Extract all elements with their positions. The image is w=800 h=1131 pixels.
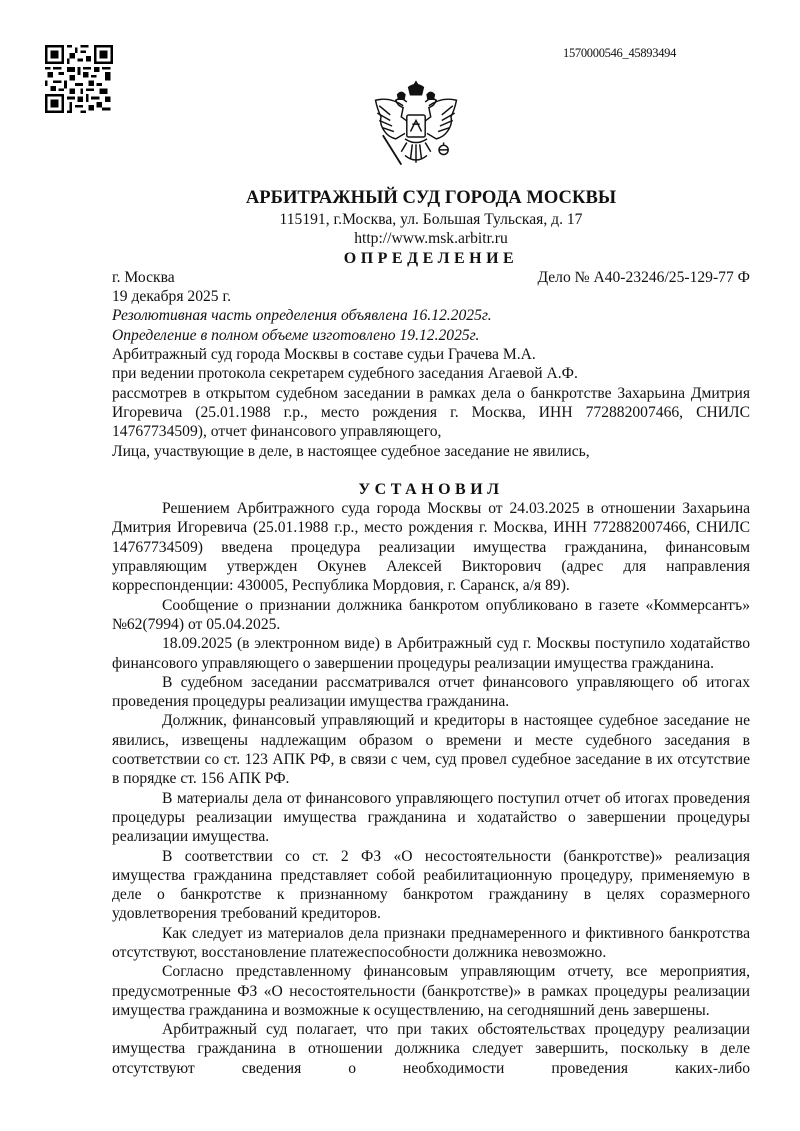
full-text-note: Определение в полном объеме изготовлено 19.12.2025г. <box>112 326 480 344</box>
intro-considered: рассмотрев в открытом судебном заседании в рамках дела о банкротстве Захарьина Дмитрия Игоревича (25.01.1988 г.р., место рождения г. Москва, ИНН 772882007466, СНИЛС 14767734509), отчет финансового управляющего, <box>112 384 750 441</box>
paragraph: В материалы дела от финансового управляющего поступил отчет об итогах проведения процедуры реализации имущества гражданина и ходатайство о завершении процедуры реализации имущества. <box>112 789 750 846</box>
case-number: Дело № А40-23246/25-129-77 Ф <box>537 268 750 286</box>
established-heading: УСТАНОВИЛ <box>358 480 504 498</box>
city-case-row <box>112 268 750 287</box>
paragraph: Должник, финансовый управляющий и кредиторы в настоящее судебное заседание не явились, извещены надлежащим образом о времени и месте судебного заседания в соответствии со ст. 123 АПК РФ, в связи с чем, суд провел судебное заседание в их отсутствие в порядке ст. 156 АПК РФ. <box>112 712 750 788</box>
intro-judge: Арбитражный суд города Москвы в составе судьи Грачева М.А. <box>112 346 536 364</box>
city: г. Москва <box>112 268 175 286</box>
document-date: 19 декабря 2025 г. <box>112 288 232 306</box>
document-id: 1570000546_45893494 <box>563 46 677 60</box>
paragraph: В соответствии со ст. 2 ФЗ «О несостоятельности (банкротстве)» реализация имущества гражданина представляет собой реабилитационную процедуру, применяемую в деле о банкротстве к признанному банкротом гражданину в целях соразмерного удовлетворения требований кредиторов. <box>112 847 750 923</box>
paragraph: Как следует из материалов дела признаки преднамеренного и фиктивного банкротства отсутствуют, восстановление платежеспособности должника невозможно. <box>112 924 750 961</box>
court-address: 115191, г.Москва, ул. Большая Тульская, д. 17 <box>279 211 583 228</box>
paragraph: В судебном заседании рассматривался отчет финансового управляющего об итогах проведения процедуры реализации имущества гражданина. <box>112 673 750 711</box>
intro-participants: Лица, участвующие в деле, в настоящее судебное заседание не явились, <box>112 442 590 460</box>
court-website-link[interactable]: http://www.msk.arbitr.ru <box>354 230 508 248</box>
paragraph: Решением Арбитражного суда города Москвы от 24.03.2025 в отношении Захарьина Дмитрия Игоревича (25.01.1988 г.р., место рождения г. Москва, ИНН 772882007466, СНИЛС 14767734509) введена процедура реализации имущества гражданина, финансовым управляющим утвержден Окунев Алексей Викторович (адрес для направления корреспонденции: 430005, Республика Мордовия, г. Саранск, а/я 89). <box>112 500 750 595</box>
paragraph: Согласно представленному финансовым управляющим отчету, все мероприятия, предусмотренные ФЗ «О несостоятельности (банкротстве)» в рамках процедуры реализации имущества гражданина и возможные к осуществлению, на сегодняшний день завершены. <box>112 963 750 1019</box>
coat-of-arms-icon <box>370 78 462 174</box>
resolution-note: Резолютивная часть определения объявлена 16.12.2025г. <box>112 307 492 325</box>
document-type-title: ОПРЕДЕЛЕНИЕ <box>343 249 519 267</box>
paragraph: Арбитражный суд полагает, что при таких обстоятельствах процедуру реализации имущества гражданина в отношении должника следует завершить, поскольку в деле отсутствуют сведения о необходимости проведения каких-либо <box>112 1021 750 1077</box>
intro-secretary: при ведении протокола секретарем судебного заседания Агаевой А.Ф. <box>112 365 578 383</box>
paragraph: Сообщение о признании должника банкротом опубликовано в газете «Коммерсантъ» №62(7994) от 05.04.2025. <box>112 596 750 633</box>
paragraph: 18.09.2025 (в электронном виде) в Арбитражный суд г. Москвы поступило ходатайство финансового управляющего о завершении процедуры реализации имущества гражданина. <box>112 635 750 672</box>
court-name: АРБИТРАЖНЫЙ СУД ГОРОДА МОСКВЫ <box>245 187 617 208</box>
document-page <box>112 187 750 1078</box>
qr-code-icon <box>45 45 113 113</box>
